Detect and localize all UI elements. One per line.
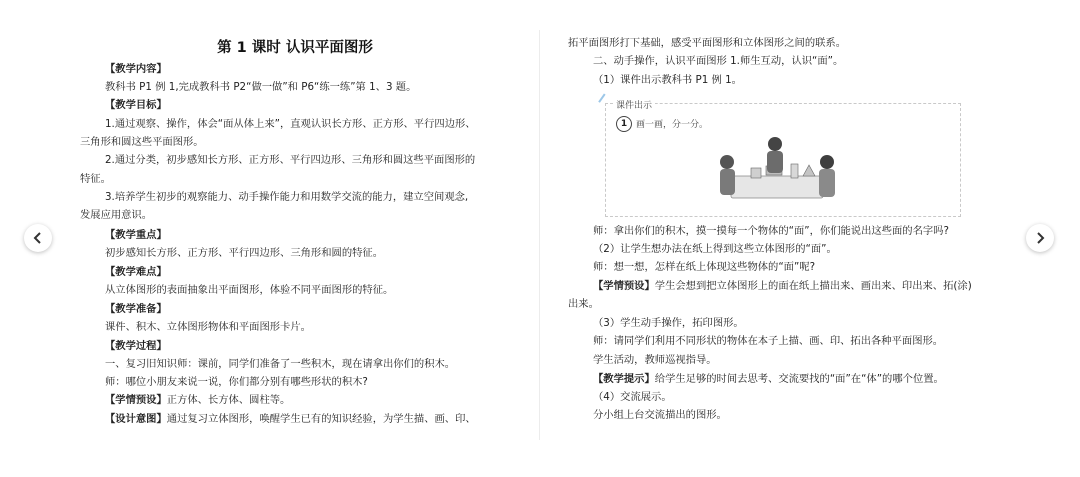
chevron-right-icon [1034, 232, 1046, 244]
text-line: 一、复习旧知识师：课前，同学们准备了一些积木，现在请拿出你们的积木。 [105, 358, 456, 370]
text-line: 从立体图形的表面抽象出平面图形，体验不同平面图形的特征。 [105, 284, 394, 296]
inline-heading-line: 【学情预设】正方体、长方体、圆柱等。 [105, 394, 291, 406]
text-line: （4）交流展示。 [593, 391, 672, 403]
text-line: 师：拿出你们的积木，摸一摸每一个物体的“面”，你们能说出这些面的名字吗? [593, 225, 949, 237]
text-line: 学生活动，教师巡视指导。 [593, 354, 717, 366]
text-line: （2）让学生想办法在纸上得到这些立体图形的“面”。 [593, 243, 837, 255]
textbook-figure [605, 103, 961, 217]
lesson-title: 第 1 课时 认识平面图形 [217, 40, 373, 56]
figure-caption: 画一画，分一分。 [636, 120, 709, 130]
chevron-left-icon [32, 232, 44, 244]
prev-page-button[interactable] [24, 224, 52, 252]
section-heading: 【教学重点】 [105, 229, 167, 241]
text-line: 发展应用意识。 [80, 209, 153, 221]
text-line: 出来。 [568, 298, 599, 310]
figure-tag: 课件出示 [613, 98, 655, 111]
section-heading: 【教学内容】 [105, 63, 167, 75]
next-page-button[interactable] [1026, 224, 1054, 252]
text-line: 2.通过分类，初步感知长方形、正方形、平行四边形、三角形和圆这些平面图形的 [105, 154, 476, 166]
page-divider [539, 30, 540, 440]
left-page [60, 0, 530, 477]
section-heading: 【教学过程】 [105, 340, 167, 352]
text-line: 师：想一想，怎样在纸上体现这些物体的“面”呢? [593, 261, 816, 273]
example-number-badge: 1 [616, 116, 632, 132]
inline-heading-line: 【学情预设】学生会想到把立体图形上的面在纸上描出来、画出来、印出来、拓(涂) [593, 280, 972, 292]
right-page [548, 0, 1018, 477]
section-heading: 【教学难点】 [105, 266, 167, 278]
text-line: （1）课件出示教科书 P1 例 1。 [593, 74, 742, 86]
text-line: 分小组上台交流描出的图形。 [593, 409, 727, 421]
text-line: 拓平面图形打下基础，感受平面图形和立体图形之间的联系。 [568, 37, 847, 49]
pencil-corner-icon [598, 93, 614, 108]
children-with-blocks-illustration [711, 132, 841, 212]
text-line: 特征。 [80, 173, 111, 185]
text-line: 初步感知长方形、正方形、平行四边形、三角形和圆的特征。 [105, 247, 384, 259]
text-line: 课件、积木、立体图形物体和平面图形卡片。 [105, 321, 311, 333]
text-line: 教科书 P1 例 1,完成教科书 P2“做一做”和 P6“练一练”第 1、3 题。 [105, 81, 417, 93]
text-line: 师：哪位小朋友来说一说，你们都分别有哪些形状的积木? [105, 376, 368, 388]
section-heading: 【教学准备】 [105, 303, 167, 315]
text-line: 3.培养学生初步的观察能力、动手操作能力和用数学交流的能力，建立空间观念, [105, 191, 469, 203]
section-heading: 【教学目标】 [105, 99, 167, 111]
text-line: 三角形和圆这些平面图形。 [80, 136, 204, 148]
text-line: 师：请同学们利用不同形状的物体在本子上描、画、印、拓出各种平面图形。 [593, 335, 944, 347]
text-line: （3）学生动手操作，拓印图形。 [593, 317, 744, 329]
inline-heading-line: 【设计意图】通过复习立体图形，唤醒学生已有的知识经验，为学生描、画、印、 [105, 413, 476, 425]
text-line: 二、动手操作，认识平面图形 1.师生互动，认识“面”。 [593, 55, 844, 67]
inline-heading-line: 【教学提示】给学生足够的时间去思考、交流要找的“面”在“体”的哪个位置。 [593, 373, 944, 385]
text-line: 1.通过观察、操作，体会“面从体上来”，直观认识长方形、正方形、平行四边形、 [105, 118, 476, 130]
